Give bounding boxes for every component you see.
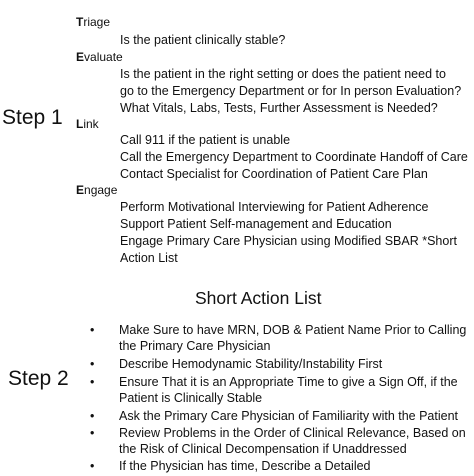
link-line: Call the Emergency Department to Coordinate Handoff of Care	[120, 150, 468, 164]
heading-initial: E	[76, 183, 85, 197]
evaluate-line: go to the Emergency Department or for In person Evaluation?	[120, 84, 462, 98]
list-item-text: the Primary Care Physician	[119, 339, 271, 353]
section-heading-triage	[76, 15, 110, 29]
engage-line: Engage Primary Care Physician using Modified SBAR *Short	[120, 234, 457, 248]
list-item-text: the Risk of Clinical Decompensation if Unaddressed	[119, 442, 407, 456]
heading-rest: ink	[83, 117, 99, 131]
bullet-icon: •	[90, 409, 95, 423]
heading-rest: valuate	[84, 50, 123, 64]
link-line: Call 911 if the patient is unable	[120, 133, 291, 147]
list-item-text: Make Sure to have MRN, DOB & Patient Name Prior to Calling	[119, 323, 467, 337]
heading-initial: L	[76, 117, 84, 131]
section-heading-engage	[76, 183, 117, 197]
heading-initial: E	[76, 50, 85, 64]
engage-line: Perform Motivational Interviewing for Patient Adherence	[120, 200, 429, 214]
bullet-icon: •	[90, 375, 95, 389]
step-1-label: Step 1	[2, 106, 63, 129]
bullet-icon: •	[90, 357, 95, 371]
section-heading-evaluate	[76, 50, 123, 64]
list-item-text: Patient is Clinically Stable	[119, 391, 263, 405]
bullet-icon: •	[90, 426, 95, 440]
heading-initial: T	[76, 15, 84, 29]
bullet-icon: •	[90, 323, 95, 337]
list-item-text: Describe Hemodynamic Stability/Instability First	[119, 357, 383, 371]
section-heading-link	[76, 117, 99, 131]
evaluate-line: Is the patient in the right setting or does the patient need to	[120, 67, 446, 81]
list-item-text: Review Problems in the Order of Clinical Relevance, Based on	[119, 426, 466, 440]
link-line: Contact Specialist for Coordination of Patient Care Plan	[120, 167, 428, 181]
short-action-list-title: Short Action List	[195, 288, 322, 308]
list-item-text: If the Physician has time, Describe a Detailed	[119, 459, 371, 473]
list-item-text: Ensure That it is an Appropriate Time to give a Sign Off, if the	[119, 375, 458, 389]
engage-line: Support Patient Self-management and Education	[120, 217, 392, 231]
bullet-icon: •	[90, 459, 95, 473]
triage-line: Is the patient clinically stable?	[120, 33, 286, 47]
heading-rest: riage	[83, 15, 111, 29]
heading-rest: ngage	[84, 183, 118, 197]
engage-line: Action List	[120, 251, 178, 265]
step-2-label: Step 2	[8, 367, 69, 390]
list-item-text: Ask the Primary Care Physician of Familiarity with the Patient	[119, 409, 459, 423]
evaluate-line: What Vitals, Labs, Tests, Further Assessment is Needed?	[120, 101, 438, 115]
